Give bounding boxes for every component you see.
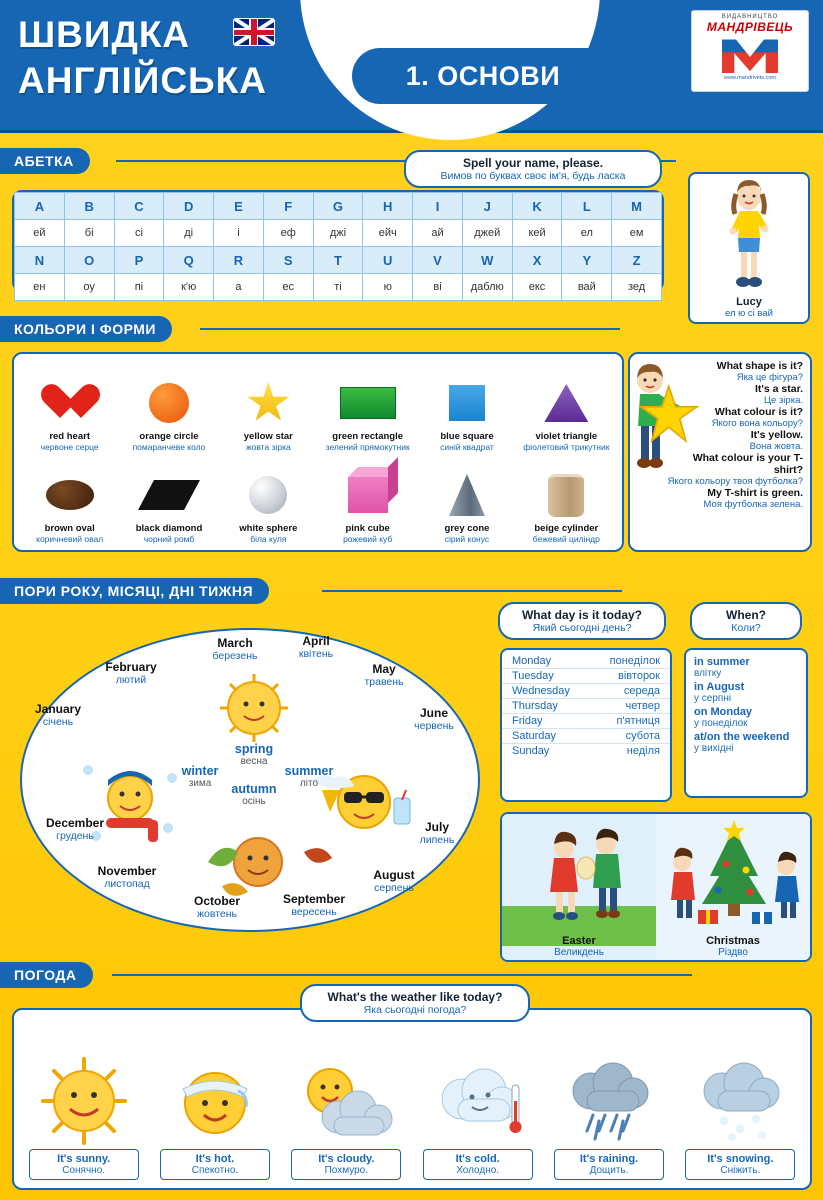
alpha-tr: пі (114, 274, 164, 301)
list-item: Sunday неділя (502, 743, 670, 758)
seasons-wheel (20, 628, 480, 932)
alpha-tr: ен (15, 274, 65, 301)
shape-en: brown oval (44, 523, 95, 534)
shape-en: yellow star (243, 431, 293, 442)
season-label-spring: spring весна (234, 742, 274, 767)
season-label-winter: winter зима (181, 764, 219, 789)
table-row (15, 220, 662, 247)
alpha-cap: I (413, 193, 463, 220)
square-icon (449, 385, 485, 421)
list-item: Thursday четвер (502, 698, 670, 713)
dialog-line-en: What shape is it? (716, 360, 803, 372)
circle-icon (149, 383, 189, 423)
weather-caption: It's cold. Холодно. (423, 1149, 533, 1180)
alpha-tr: ай (413, 220, 463, 247)
shape-ua: помаранчеве коло (132, 442, 206, 452)
shape-ua: фіолетовий трикутник (523, 442, 610, 452)
alpha-cap: C (114, 193, 164, 220)
month-label: October жовтень (193, 894, 240, 920)
dialog-line-ua: Якого вона кольору? (711, 418, 803, 429)
shape-item (318, 452, 417, 544)
alpha-tr: ейч (363, 220, 413, 247)
alpha-tr: ес (263, 274, 313, 301)
shape-item (417, 452, 516, 544)
cloud-thermometer-icon (426, 1055, 530, 1147)
character-card-lucy (688, 172, 810, 324)
alpha-cap: R (214, 247, 264, 274)
shape-item (20, 360, 119, 452)
shape-item (20, 452, 119, 544)
alpha-cap: H (363, 193, 413, 220)
day-question-bubble (498, 602, 666, 640)
alpha-tr: ді (164, 220, 214, 247)
alpha-tr: сі (114, 220, 164, 247)
alpha-cap: J (462, 193, 512, 220)
shape-en: white sphere (239, 523, 298, 534)
shape-dialog-panel (628, 352, 812, 552)
shape-dialog-lines (667, 360, 803, 510)
shape-item (219, 452, 318, 544)
character-spelling: ел ю сі вай (725, 308, 773, 319)
shape-item (517, 452, 616, 544)
hot-sun-face-icon (168, 1055, 262, 1147)
weather-item (543, 1014, 674, 1184)
when-question-en: When? (726, 608, 766, 622)
shape-ua: сірий конус (444, 534, 490, 544)
month-label: July липень (419, 820, 455, 846)
alpha-cap: P (114, 247, 164, 274)
month-label: March березень (212, 636, 258, 662)
section-header-seasons (0, 578, 823, 604)
alpha-tr: ей (15, 220, 65, 247)
shape-item (417, 360, 516, 452)
table-row (15, 274, 662, 301)
shape-ua: жовта зірка (245, 442, 291, 452)
uk-flag-icon (233, 18, 275, 46)
shape-en: beige cylinder (534, 523, 599, 534)
alpha-tr: оу (64, 274, 114, 301)
weather-caption: It's raining. Дощить. (554, 1149, 664, 1180)
logo-top-text: ВИДАВНИЦТВО (721, 14, 779, 20)
alpha-tr: зед (612, 274, 662, 301)
sun-face-icon (37, 1055, 131, 1147)
alpha-tr: джей (462, 220, 512, 247)
alpha-tr: вай (562, 274, 612, 301)
alpha-cap: E (214, 193, 264, 220)
alpha-cap: M (612, 193, 662, 220)
dialog-line-ua: Це зірка. (764, 395, 803, 406)
when-en: at/on the weekend (694, 731, 790, 743)
shape-item (119, 360, 218, 452)
dialog-line-en: It's yellow. (750, 429, 803, 441)
character-name: Lucy (736, 296, 762, 308)
shape-item (318, 360, 417, 452)
alpha-cap: L (562, 193, 612, 220)
alpha-tr: ел (562, 220, 612, 247)
holiday-caption-christmas: Christmas Різдво (706, 935, 760, 958)
weather-question-ua: Яка сьогодні погода? (363, 1004, 467, 1016)
logo-site: www.mandrivets.com (724, 75, 776, 81)
alpha-tr: екс (512, 274, 562, 301)
alpha-tr: ем (612, 220, 662, 247)
holidays-panel (500, 812, 812, 962)
alpha-tr: к'ю (164, 274, 214, 301)
when-en: on Monday (694, 706, 753, 718)
spell-name-ua: Вимов по буквах своє ім'я, будь ласка (440, 170, 626, 182)
alpha-cap: N (15, 247, 65, 274)
title-line-1: ШВИДКА (18, 14, 191, 55)
dialog-line-en: What colour is your T-shirt? (692, 452, 803, 476)
cone-icon (449, 474, 485, 516)
alpha-tr: кей (512, 220, 562, 247)
shape-en: red heart (49, 431, 90, 442)
shape-item (219, 360, 318, 452)
alpha-cap: O (64, 247, 114, 274)
poster-header (0, 0, 823, 133)
weather-caption: It's snowing. Сніжить. (685, 1149, 795, 1180)
weather-item (675, 1014, 806, 1184)
shape-ua: зелений прямокутник (325, 442, 410, 452)
month-label: April квітень (298, 634, 334, 660)
list-item: Saturday субота (502, 728, 670, 743)
month-label: November листопад (97, 864, 157, 890)
heart-icon (50, 385, 90, 421)
logo-name: МАНДРІВЕЦЬ (706, 20, 794, 34)
table-row (15, 193, 662, 220)
weather-caption: It's sunny. Сонячно. (29, 1149, 139, 1180)
day-question-en: What day is it today? (521, 608, 642, 622)
weather-item (281, 1014, 412, 1184)
section-header-colors (0, 316, 823, 342)
weather-panel (12, 1008, 812, 1190)
when-ua: у серпні (694, 693, 732, 704)
alpha-cap: G (313, 193, 363, 220)
shapes-panel (12, 352, 624, 552)
when-ua: влітку (694, 668, 722, 679)
shape-ua: біла куля (250, 534, 287, 544)
alpha-cap: T (313, 247, 363, 274)
alpha-cap: X (512, 247, 562, 274)
weather-grid (18, 1014, 806, 1184)
rectangle-icon (340, 387, 396, 419)
alpha-cap: B (64, 193, 114, 220)
snow-cloud-icon (688, 1055, 792, 1147)
alpha-cap: Y (562, 247, 612, 274)
month-label: June червень (414, 706, 454, 732)
when-en: in summer (694, 656, 750, 668)
weather-question-bubble (300, 984, 530, 1022)
dialog-line-ua: Яка це фігура? (736, 372, 803, 383)
cylinder-icon (548, 474, 584, 517)
season-label-autumn: autumn осінь (231, 782, 277, 807)
title-line-2: АНГЛІЙСЬКА (18, 60, 267, 101)
alpha-tr: ті (313, 274, 363, 301)
section-label-seasons: ПОРИ РОКУ, МІСЯЦІ, ДНІ ТИЖНЯ (0, 578, 269, 604)
shape-ua: чорний ромб (143, 534, 195, 544)
weather-caption: It's hot. Спекотно. (160, 1149, 270, 1180)
when-ua: у понеділок (694, 718, 748, 729)
month-label: February лютий (105, 660, 157, 686)
shape-ua: червоне серце (40, 442, 99, 452)
dialog-line-ua: Моя футболка зелена. (703, 499, 803, 510)
triangle-icon (544, 384, 588, 422)
weather-item (149, 1014, 280, 1184)
alpha-tr: ю (363, 274, 413, 301)
when-question-bubble (690, 602, 802, 640)
girl-illustration (724, 180, 774, 292)
day-question-ua: Який сьогодні день? (532, 622, 632, 634)
diamond-icon (138, 480, 200, 510)
shape-ua: рожевий куб (343, 534, 393, 544)
shape-ua: коричневий овал (36, 534, 104, 544)
publisher-logo (691, 10, 809, 92)
shape-ua: бежевий циліндр (532, 534, 600, 544)
list-item: Wednesday середа (502, 683, 670, 698)
rain-cloud-icon (557, 1055, 661, 1147)
dialog-line-ua: Якого кольору твоя футболка? (667, 476, 803, 487)
shape-item (119, 452, 218, 544)
month-label: May травень (364, 662, 404, 688)
weather-question-en: What's the weather like today? (327, 990, 503, 1004)
spell-name-en: Spell your name, please. (462, 156, 604, 170)
sphere-icon (249, 476, 287, 514)
shapes-grid (20, 360, 616, 544)
alpha-cap: S (263, 247, 313, 274)
month-label: January січень (34, 702, 82, 728)
month-label: August серпень (373, 868, 415, 894)
alpha-cap: K (512, 193, 562, 220)
dialog-line-en: My T-shirt is green. (707, 487, 803, 499)
alpha-cap: F (263, 193, 313, 220)
weather-caption: It's cloudy. Похмуро. (291, 1149, 401, 1180)
season-label-summer: summer літо (284, 764, 334, 789)
days-of-week-list (500, 648, 672, 802)
alpha-tr: і (214, 220, 264, 247)
holiday-caption-easter: Easter Великдень (554, 935, 604, 958)
section-label-colors: КОЛЬОРИ І ФОРМИ (0, 316, 172, 342)
shape-ua: синій квадрат (440, 442, 494, 452)
month-label: December грудень (45, 816, 105, 842)
shape-en: blue square (440, 431, 494, 442)
list-item: Tuesday вівторок (502, 668, 670, 683)
spell-name-bubble (404, 150, 662, 188)
alpha-tr: а (214, 274, 264, 301)
alpha-cap: D (164, 193, 214, 220)
page-title (18, 12, 267, 104)
alphabet-table-panel (12, 190, 664, 292)
section-label-alphabet: АБЕТКА (0, 148, 90, 174)
shape-en: orange circle (139, 431, 199, 442)
cloud-sun-icon (294, 1055, 398, 1147)
alpha-cap: Q (164, 247, 214, 274)
when-en: in August (694, 681, 745, 693)
oval-icon (46, 480, 94, 510)
shape-en: green rectangle (332, 431, 404, 442)
alpha-cap: V (413, 247, 463, 274)
month-label: September вересень (282, 892, 346, 918)
alpha-cap: A (15, 193, 65, 220)
shape-item (517, 360, 616, 452)
alpha-cap: Z (612, 247, 662, 274)
unit-title-badge: 1. ОСНОВИ (352, 48, 614, 104)
shape-en: black diamond (135, 523, 203, 534)
weather-item (18, 1014, 149, 1184)
alpha-cap: U (363, 247, 413, 274)
alphabet-table (14, 192, 662, 301)
alpha-tr: еф (263, 220, 313, 247)
when-question-ua: Коли? (731, 622, 761, 634)
alpha-cap: W (462, 247, 512, 274)
section-label-weather: ПОГОДА (0, 962, 93, 988)
dialog-line-en: What colour is it? (714, 406, 803, 418)
weather-item (412, 1014, 543, 1184)
cube-icon (348, 477, 388, 513)
alpha-tr: бі (64, 220, 114, 247)
dialog-line-en: It's a star. (754, 383, 803, 395)
shape-en: pink cube (345, 523, 390, 534)
shape-en: violet triangle (535, 431, 598, 442)
shape-en: grey cone (444, 523, 490, 534)
list-item: Friday п'ятниця (502, 713, 670, 728)
star-icon (246, 382, 290, 424)
dialog-line-ua: Вона жовта. (749, 441, 803, 452)
list-item: Monday понеділок (512, 655, 660, 667)
when-phrases-list (684, 648, 808, 798)
alpha-tr: джі (313, 220, 363, 247)
logo-m-icon (722, 35, 778, 73)
when-ua: у вихідні (694, 743, 734, 754)
alpha-tr: даблю (462, 274, 512, 301)
table-row (15, 247, 662, 274)
alpha-tr: ві (413, 274, 463, 301)
